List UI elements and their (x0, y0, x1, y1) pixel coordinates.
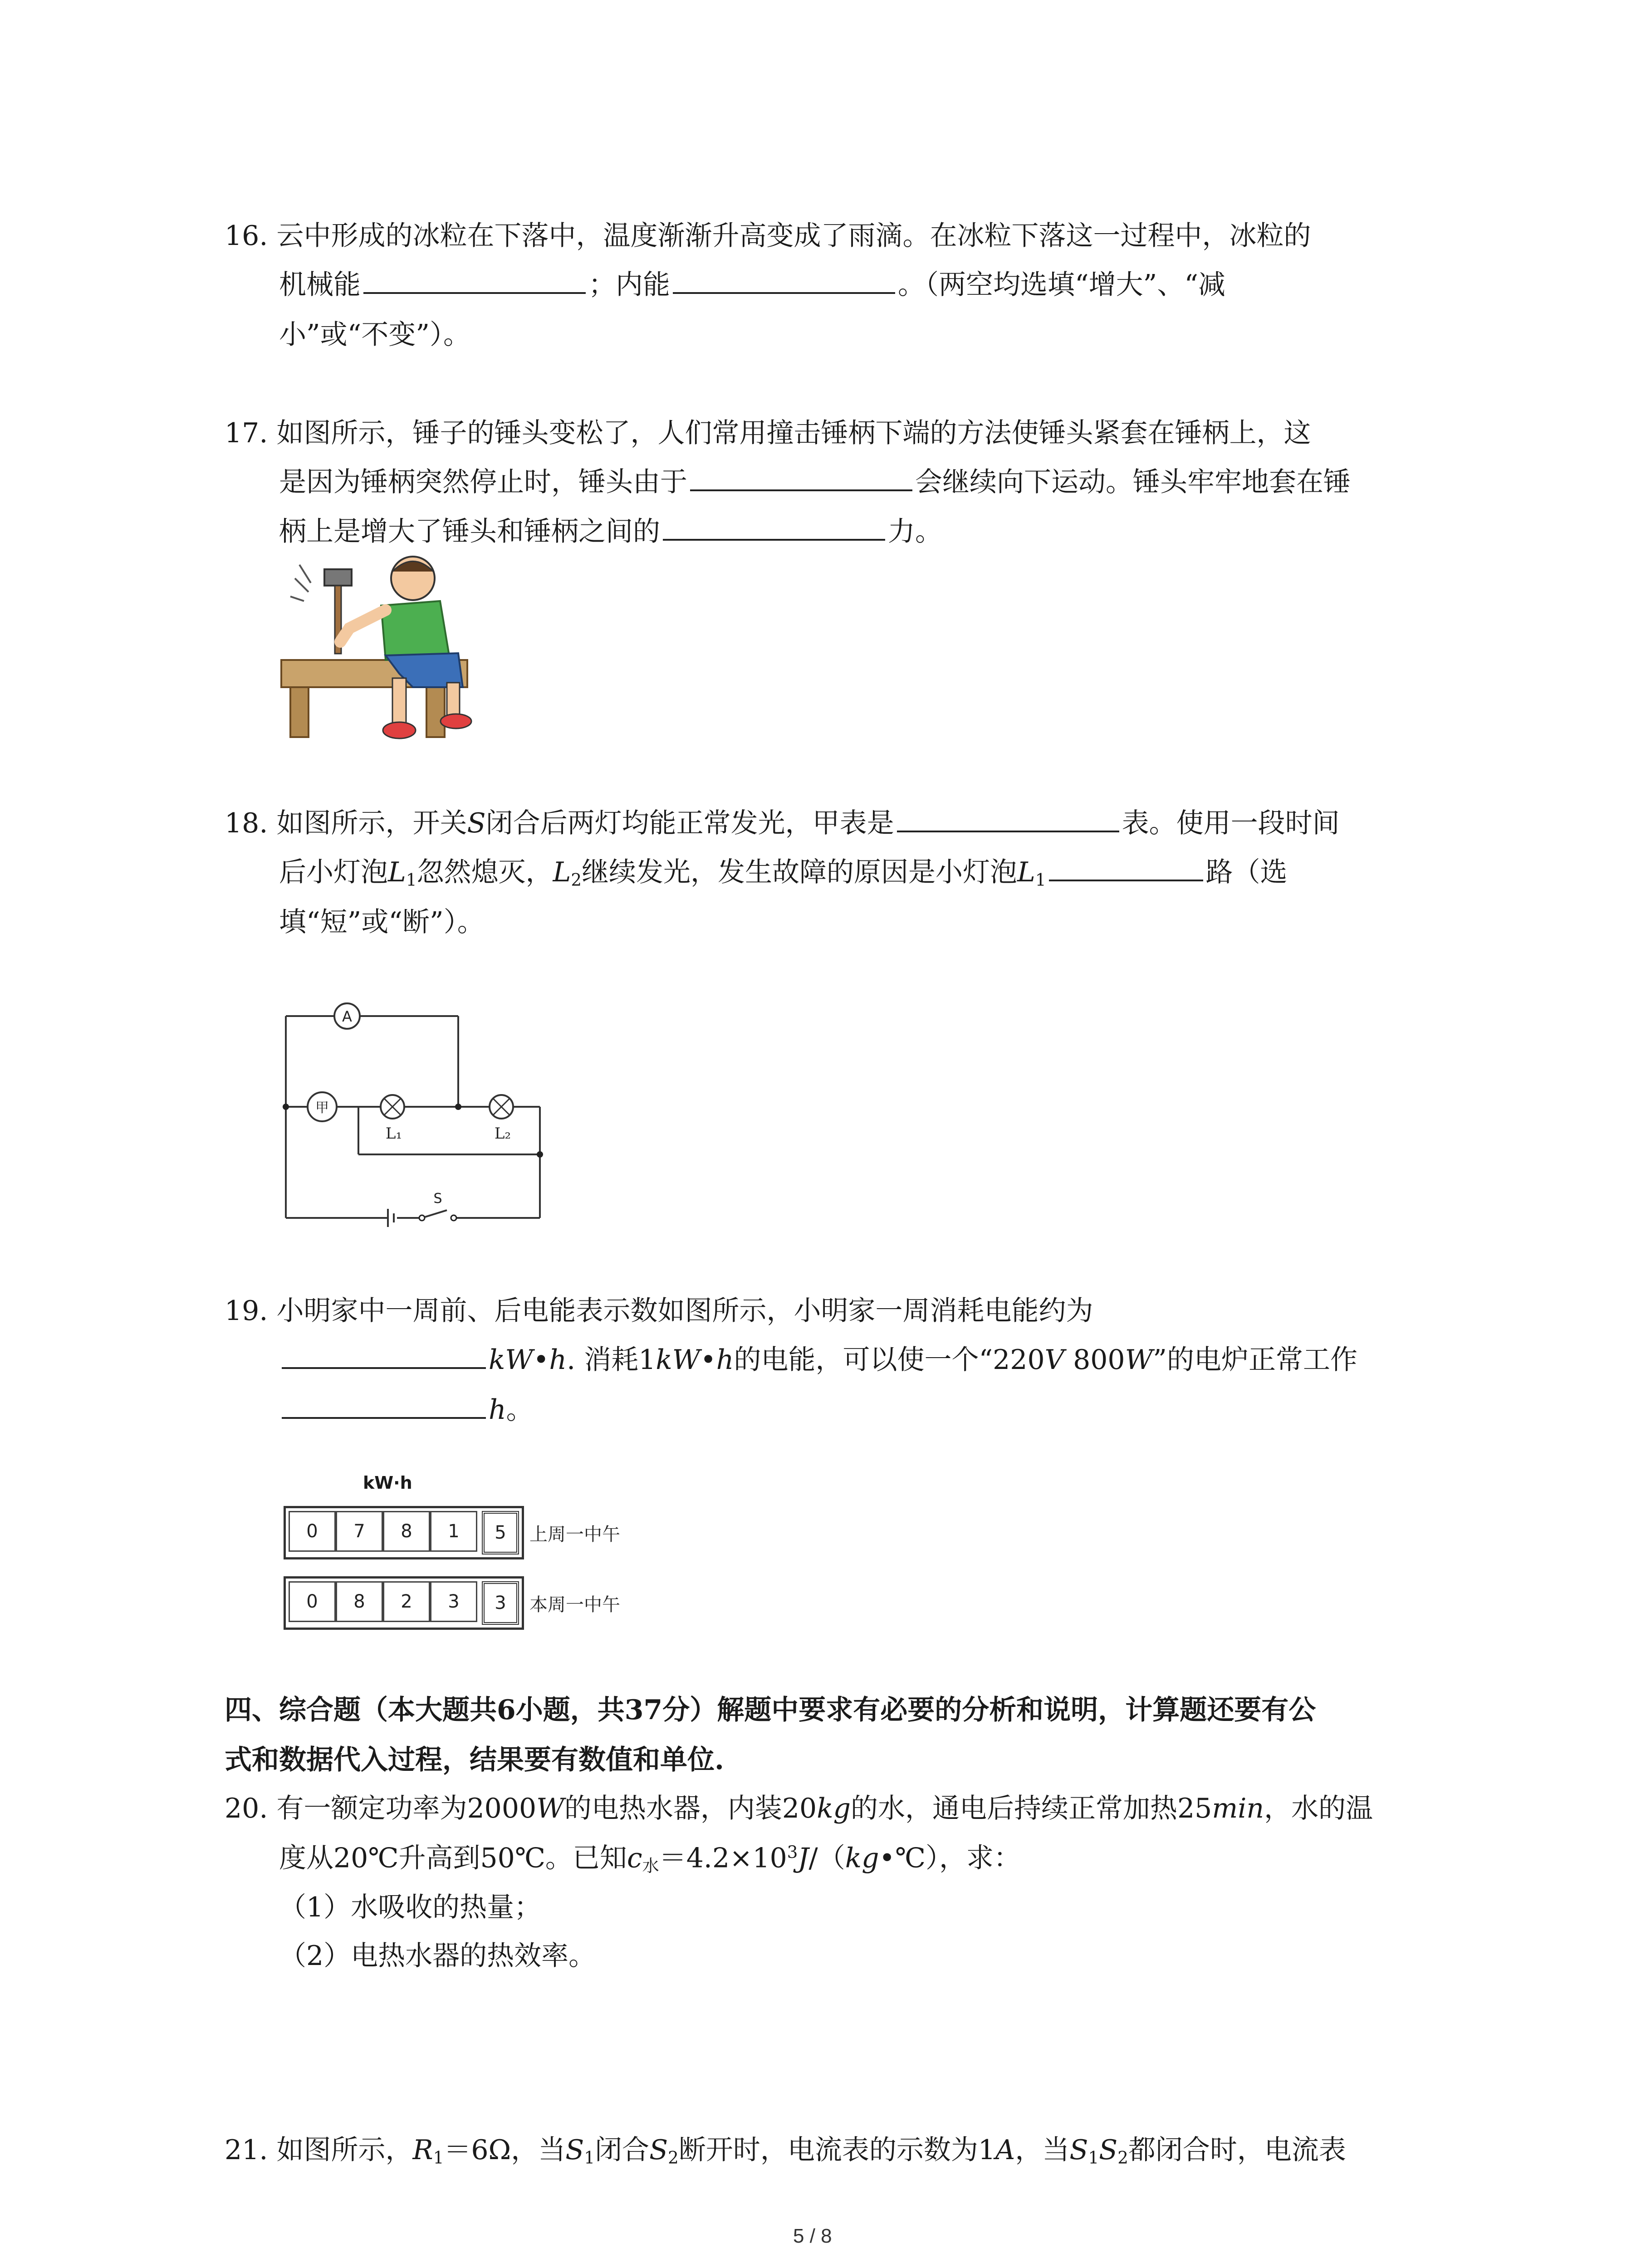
circuit-diagram (277, 998, 567, 1234)
q18-text-g: 路（选 (1205, 856, 1288, 888)
q21-symbol-s2: S (649, 2134, 668, 2166)
q18-line2 (279, 856, 1288, 890)
q17-blank-2[interactable] (663, 530, 885, 541)
q21-symbol-s2b: S (1099, 2134, 1118, 2166)
q17-text-a: 是因为锤柄突然停止时，锤头由于 (279, 466, 687, 498)
meter-digits-last-week (284, 1506, 524, 1559)
q17-text-b: 会继续向下运动。锤头牢牢地套在锤 (915, 466, 1351, 498)
q21-text-e: ，当 (1015, 2134, 1070, 2166)
q21-sub-s1: 1 (584, 2147, 595, 2168)
q19-text-d: 800 (1064, 1344, 1125, 1376)
q18-text-d: 后小灯泡 (279, 856, 388, 888)
q18-text-f: 继续发光，发生故障的原因是小灯泡 (582, 856, 1018, 888)
q20-text-d: ，水的温 (1264, 1793, 1373, 1824)
hammer-man-illustration (277, 551, 490, 742)
meter-digit: 8 (336, 1581, 383, 1622)
q18-blank-1[interactable] (897, 821, 1119, 832)
q19-text-c: 的电能，可以使一个“220 (734, 1344, 1045, 1376)
meter-digit: 0 (289, 1511, 336, 1552)
meter-digit: 7 (336, 1511, 383, 1552)
q18-symbol-s: S (467, 807, 486, 839)
q21-text-c: 闭合 (595, 2134, 650, 2166)
q18-line3: 填“短”或“断”）。 (279, 906, 485, 938)
q21-text-f: 都闭合时，电流表 (1128, 2134, 1346, 2166)
circuit-lamp1-label: L₁ (385, 1124, 402, 1143)
q20-sub-water: 水 (642, 1855, 659, 1876)
meter-caption-this-week: 本周一中午 (529, 1594, 620, 1615)
q20-unit-j: J (798, 1842, 809, 1874)
q18-text-e: 忽然熄灭， (416, 856, 553, 888)
q16-blank-2[interactable] (673, 283, 895, 294)
q18-text-c: 表。使用一段时间 (1122, 807, 1340, 839)
page-number: 5 / 8 (793, 2225, 832, 2247)
q21-sub-s2: 2 (668, 2147, 679, 2168)
meter-digit-decimal: 3 (482, 1581, 519, 1625)
q21-line1 (225, 2136, 1346, 2166)
meter-digit: 0 (289, 1581, 336, 1622)
section4-heading-line1: 四、综合题（本大题共6小题，共37分）解题中要求有必要的分析和说明，计算题还要有公 (225, 1694, 1316, 1726)
q18-line1 (225, 807, 1340, 839)
q20-unit-kg: kg (817, 1793, 851, 1824)
meter-unit-label: kW·h (363, 1473, 412, 1493)
q19-unit-kwh: kW•h (489, 1344, 567, 1376)
meter-digits-this-week (284, 1576, 524, 1630)
circuit-meter-jia-label: 甲 (315, 1100, 329, 1116)
q20-line1 (225, 1795, 1373, 1822)
q19-line1: 19. 小明家中一周前、后电能表示数如图所示，小明家一周消耗电能约为 (225, 1295, 1093, 1327)
q19-text-f: 。 (506, 1394, 534, 1426)
q21-symbol-s1b: S (1069, 2134, 1088, 2166)
meter-row-this-week (284, 1576, 620, 1630)
q18-sub-2: 2 (571, 870, 582, 890)
circuit-lamp2-label: L₂ (494, 1124, 511, 1143)
meter-digit: 1 (430, 1511, 477, 1552)
circuit-ammeter-label: A (342, 1008, 352, 1025)
q16-line1: 16. 云中形成的冰粒在下落中，温度渐渐升高变成了雨滴。在冰粒下落这一过程中，冰粒的 (225, 220, 1311, 252)
q20-text-g: /（ (808, 1842, 845, 1874)
q17-text-d: 力。 (888, 516, 942, 547)
q21-symbol-r: R (412, 2134, 433, 2166)
q18-blank-2[interactable] (1049, 870, 1203, 881)
q21-text-d: 断开时，电流表的示数为1 (678, 2134, 996, 2166)
q20-line2 (279, 1844, 1021, 1874)
q21-text-a: 21. 如图所示， (225, 2134, 413, 2166)
q20-text-a: 20. 有一额定功率为2000 (225, 1793, 537, 1824)
q17-line3 (279, 518, 942, 545)
q20-unit-w: W (536, 1793, 564, 1824)
q20-sup-3: 3 (787, 1842, 798, 1862)
q20-text-c: 的水，通电后持续正常加热25 (850, 1793, 1212, 1824)
q21-text-b: ＝6Ω，当 (444, 2134, 566, 2166)
q17-text-c: 柄上是增大了锤头和锤柄之间的 (279, 516, 660, 547)
meter-digit: 2 (383, 1581, 430, 1622)
section4-heading-line2: 式和数据代入过程，结果要有数值和单位. (225, 1744, 724, 1776)
q19-blank-1[interactable] (282, 1358, 486, 1369)
q17-line1: 17. 如图所示，锤子的锤头变松了，人们常用撞击锤柄下端的方法使锤头紧套在锤柄上，这 (225, 417, 1311, 449)
q19-line2 (279, 1346, 1357, 1374)
q19-unit-v: V (1044, 1344, 1064, 1376)
meter-digit-decimal: 5 (482, 1511, 519, 1554)
q19-blank-2[interactable] (282, 1408, 486, 1419)
q20-text-e: 度从20℃升高到50℃。已知 (279, 1842, 627, 1874)
q17-line2 (279, 466, 1351, 498)
q18-sub-1: 1 (406, 870, 417, 890)
meter-row-last-week (284, 1506, 620, 1559)
q18-symbol-l2: L (553, 856, 571, 888)
circuit-switch-label: S (433, 1191, 442, 1207)
q21-symbol-s1: S (565, 2134, 584, 2166)
q16-text-a: 机械能 (279, 269, 361, 301)
q16-text-c: 。（两空均选填“增大”、“减 (898, 269, 1226, 301)
q17-blank-1[interactable] (690, 480, 912, 491)
meter-digit: 3 (430, 1581, 477, 1622)
q19-unit-kwh2: kW•h (656, 1344, 734, 1376)
q20-symbol-c: c (627, 1842, 642, 1874)
q20-part1: （1）水吸收的热量； (279, 1892, 542, 1923)
q19-unit-w: W (1125, 1344, 1153, 1376)
q21-sub-s1b: 1 (1088, 2147, 1099, 2168)
meter-caption-last-week: 上周一中午 (529, 1524, 620, 1545)
q16-text-b: ；内能 (588, 269, 670, 301)
q20-text-f: ＝4.2×10 (659, 1842, 787, 1874)
q20-text-b: 的电热水器，内装20 (564, 1793, 817, 1824)
q18-sub-3: 1 (1035, 870, 1046, 890)
q18-symbol-l3: L (1017, 856, 1035, 888)
q16-line2 (279, 269, 1226, 301)
q19-text-b: . 消耗1 (567, 1344, 656, 1376)
q18-text-b: 闭合后两灯均能正常发光，甲表是 (485, 807, 894, 839)
q18-symbol-l: L (388, 856, 406, 888)
q21-sub-1: 1 (433, 2147, 444, 2168)
q20-unit-min: min (1212, 1793, 1264, 1824)
q16-blank-1[interactable] (363, 283, 586, 294)
q19-text-e: ”的电炉正常工作 (1153, 1344, 1357, 1376)
q19-unit-h: h (489, 1394, 506, 1426)
q21-unit-a: A (995, 2134, 1015, 2166)
q16-line3: 小”或“不变”）。 (279, 319, 471, 351)
q19-line3 (279, 1394, 534, 1426)
q20-text-h: •℃），求： (879, 1842, 1021, 1874)
q20-part2: （2）电热水器的热效率。 (279, 1940, 596, 1972)
q21-sub-s2b: 2 (1117, 2147, 1128, 2168)
q20-unit-kg2: kg (845, 1842, 879, 1874)
meter-digit: 8 (383, 1511, 430, 1552)
q18-text-a: 18. 如图所示，开关 (225, 807, 467, 839)
